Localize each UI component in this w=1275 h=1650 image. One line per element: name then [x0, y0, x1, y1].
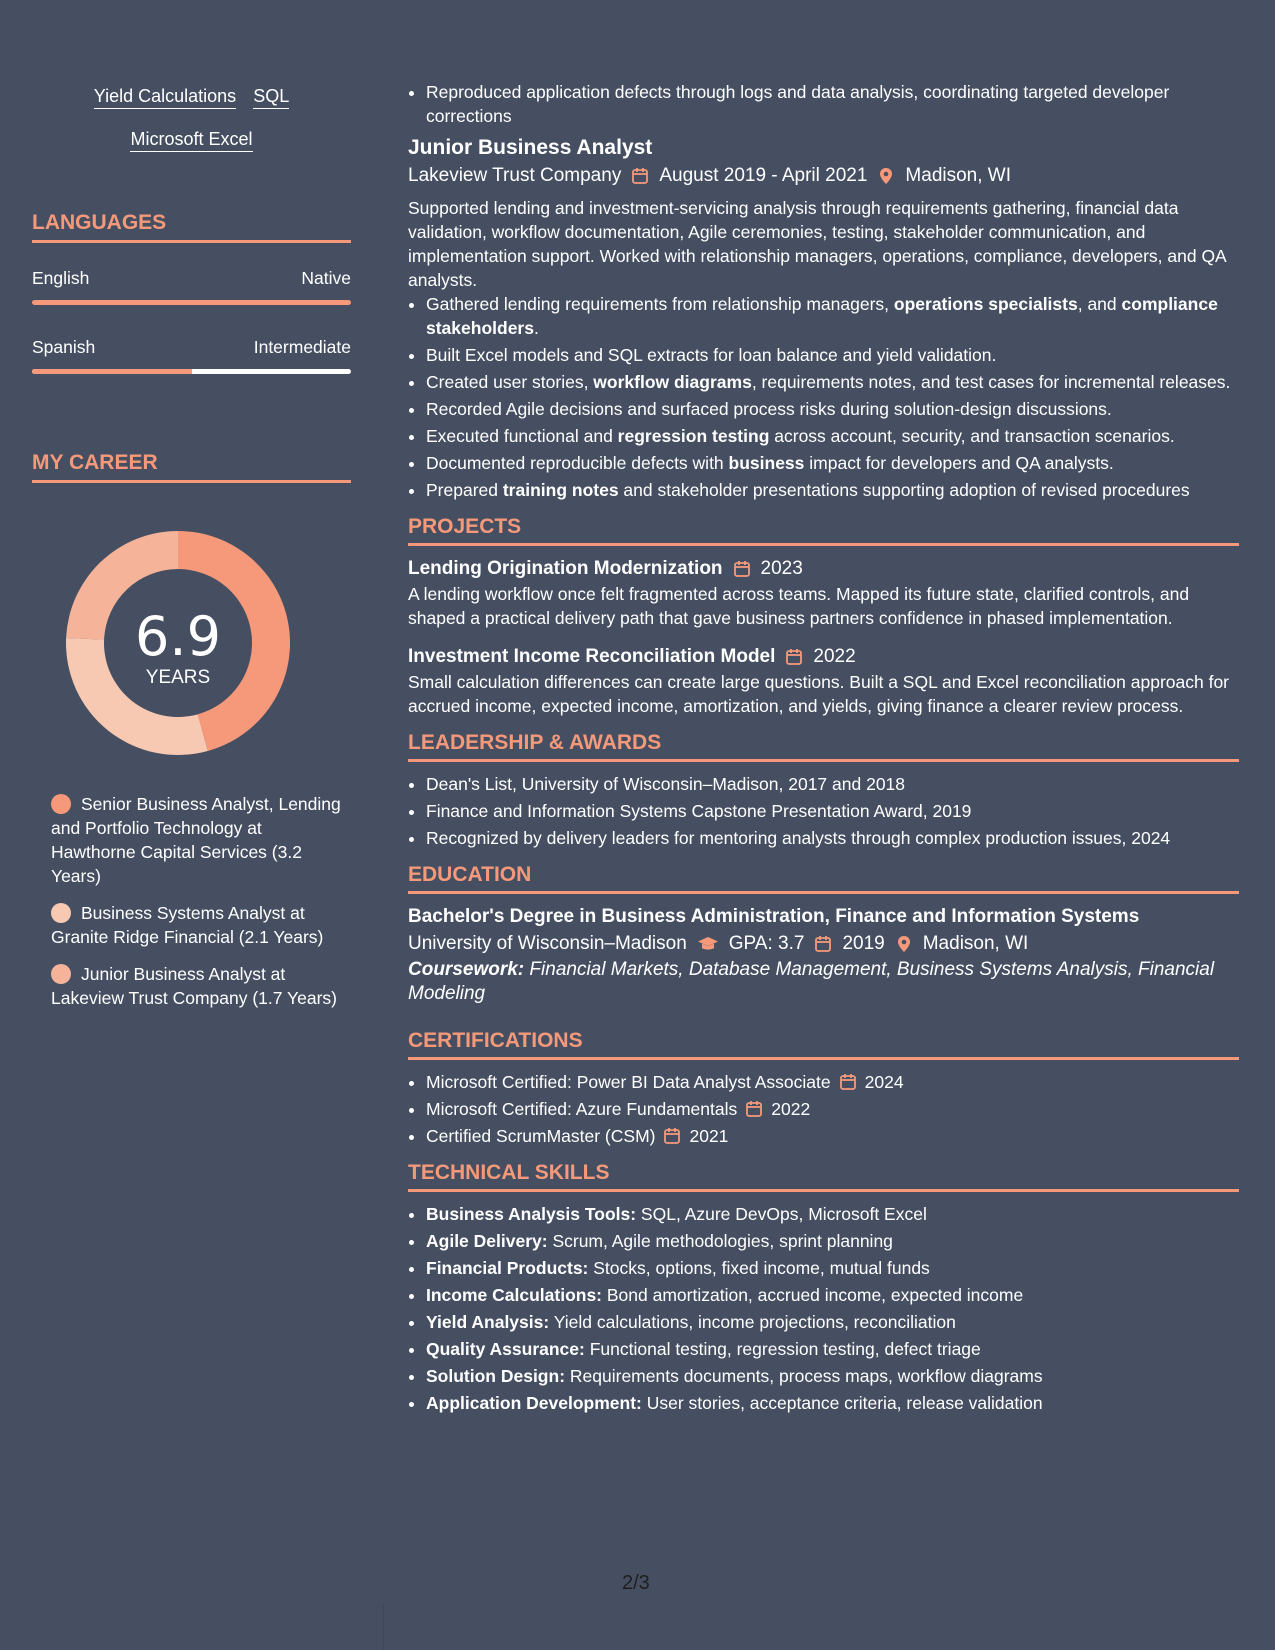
- bullet-text: .: [533, 318, 539, 338]
- language-item: [32, 337, 351, 374]
- skill-item: [426, 1256, 1239, 1280]
- calendar-icon: [631, 167, 649, 185]
- skill-category: Agile Delivery:: [426, 1231, 548, 1251]
- certification-item: [426, 1097, 1239, 1121]
- bullet-item: [426, 292, 1239, 340]
- certification-year: 2024: [864, 1072, 904, 1092]
- skill-category: Quality Assurance:: [426, 1339, 585, 1359]
- bullet-text: Executed functional and: [426, 426, 618, 446]
- language-bar: [32, 369, 351, 374]
- bullet-item: • Reproduced application defects through logs and data analysis, coordinating targeted developer corrections: [426, 80, 1239, 128]
- language-bar-fill: [32, 369, 192, 374]
- location-pin-icon: [877, 167, 895, 185]
- technical-skills-list: [408, 1202, 1239, 1415]
- skill-category: Yield Analysis:: [426, 1312, 550, 1332]
- language-name: Spanish: [32, 337, 96, 357]
- skill-tag[interactable]: Yield Calculations: [94, 86, 236, 109]
- bullet-text: Gathered lending requirements from relationship managers,: [426, 294, 894, 314]
- skill-category: Income Calculations:: [426, 1285, 603, 1305]
- column-divider: [383, 1605, 384, 1650]
- bullet-text: Built Excel models and SQL extracts for loan balance and yield validation.: [426, 345, 997, 365]
- project-description: Small calculation differences can create large questions. Built a SQL and Excel reconciliation approach for accrued income, expected income, amortization, and yields, giving finance a clearer review process.: [408, 672, 1230, 716]
- calendar-icon: [814, 935, 832, 953]
- career-legend-item: [51, 962, 341, 1010]
- calendar-icon: [839, 1073, 857, 1091]
- graduation-cap-icon: [697, 935, 719, 953]
- coursework-label: Coursework:: [408, 959, 525, 980]
- skill-item: [426, 1229, 1239, 1253]
- page-number: 2/3: [622, 1572, 650, 1594]
- language-bar-fill: [32, 300, 351, 305]
- bullet-text: Created user stories,: [426, 372, 594, 392]
- previous-job-bullets: [408, 80, 1239, 128]
- certification-name: • Microsoft Certified: Power BI Data Analyst Associate: [426, 1072, 831, 1092]
- career-heading: MY CAREER: [32, 451, 351, 483]
- certification-item: [426, 1124, 1239, 1148]
- job-dates: August 2019 - April 2021: [659, 165, 868, 186]
- bullet-text: across account, security, and transaction scenarios.: [769, 426, 1175, 446]
- education-meta: [408, 930, 1239, 958]
- career-total-years: 6.9: [135, 605, 221, 668]
- bullet-item: [426, 343, 1239, 367]
- skill-item: [426, 1283, 1239, 1307]
- calendar-icon: [785, 648, 803, 666]
- job-location: Madison, WI: [905, 165, 1012, 186]
- education-location: Madison, WI: [922, 933, 1029, 954]
- skill-values: Bond amortization, accrued income, expected income: [602, 1285, 1024, 1305]
- legend-dot-icon: [51, 964, 71, 984]
- career-legend-item: [51, 792, 341, 888]
- calendar-icon: [733, 560, 751, 578]
- skill-item: [426, 1391, 1239, 1415]
- leadership-list: [408, 772, 1239, 850]
- projects-heading: PROJECTS: [408, 514, 1239, 546]
- job-title: Junior Business Analyst: [408, 136, 653, 159]
- skill-values: Scrum, Agile methodologies, sprint planning: [547, 1231, 893, 1251]
- career-donut-chart: [66, 531, 290, 755]
- bullet-text: , requirements notes, and test cases for incremental releases.: [751, 372, 1231, 392]
- skill-tag[interactable]: Microsoft Excel: [130, 129, 252, 152]
- certifications-heading: CERTIFICATIONS: [408, 1028, 1239, 1060]
- skill-item: [426, 1202, 1239, 1226]
- certifications-list: [408, 1070, 1239, 1148]
- skill-tag[interactable]: SQL: [253, 86, 289, 109]
- certification-name: • Certified ScrumMaster (CSM): [426, 1126, 656, 1146]
- job-company: Lakeview Trust Company: [408, 165, 622, 186]
- language-bar: [32, 300, 351, 305]
- leadership-item: • Dean's List, University of Wisconsin–Madison, 2017 and 2018: [426, 772, 1239, 796]
- skill-values: User stories, acceptance criteria, release validation: [641, 1393, 1043, 1413]
- project-entry: [408, 644, 1239, 718]
- skill-category: Business Analysis Tools:: [426, 1204, 637, 1224]
- project-entry: [408, 556, 1239, 630]
- certification-name: • Microsoft Certified: Azure Fundamentals: [426, 1099, 738, 1119]
- bullet-emphasis: regression testing: [617, 426, 770, 446]
- calendar-icon: [745, 1100, 763, 1118]
- bullet-item: [426, 424, 1239, 448]
- career-legend-item: [51, 901, 341, 949]
- bullet-text: Recorded Agile decisions and surfaced process risks during solution-design discussions.: [426, 399, 1112, 419]
- bullet-emphasis: operations specialists: [893, 294, 1078, 314]
- certification-item: [426, 1070, 1239, 1094]
- skill-tags: [32, 86, 351, 172]
- education-entry: [408, 904, 1239, 1006]
- project-year: 2023: [760, 558, 803, 579]
- career-legend-label: Business Systems Analyst at Granite Ridge Financial (2.1 Years): [51, 903, 324, 947]
- project-title-row: [408, 644, 1239, 670]
- technical-skills-heading: TECHNICAL SKILLS: [408, 1160, 1239, 1192]
- project-title: Investment Income Reconciliation Model: [408, 646, 776, 667]
- language-item: [32, 268, 351, 305]
- bullet-item: [426, 397, 1239, 421]
- skill-values: SQL, Azure DevOps, Microsoft Excel: [636, 1204, 927, 1224]
- skill-values: Stocks, options, fixed income, mutual funds: [588, 1258, 930, 1278]
- location-pin-icon: [895, 935, 913, 953]
- main-content: [408, 0, 1239, 1418]
- coursework: [408, 958, 1239, 1006]
- job-summary: Supported lending and investment-servicing analysis through requirements gathering, financial data validation, workflow documentation, Agile ceremonies, testing, stakeholder communication, and implementation support. Worked with relationship managers, operations, compliance, developers, and QA analysts.: [408, 198, 1226, 290]
- skill-item: [426, 1310, 1239, 1334]
- leadership-item: • Recognized by delivery leaders for mentoring analysts through complex production issues, 2024: [426, 826, 1239, 850]
- project-title-row: [408, 556, 1239, 582]
- bullet-text: Prepared: [426, 480, 503, 500]
- bullet-item: [426, 478, 1239, 502]
- school-name: University of Wisconsin–Madison: [408, 933, 687, 954]
- skill-category: Application Development:: [426, 1393, 642, 1413]
- bullet-item: [426, 370, 1239, 394]
- career-legend: [51, 792, 341, 1023]
- leadership-item: • Finance and Information Systems Capstone Presentation Award, 2019: [426, 799, 1239, 823]
- project-description: A lending workflow once felt fragmented across teams. Mapped its future state, clarified controls, and shaped a practical delivery path that gave business partners confidence in phased implementation.: [408, 584, 1190, 628]
- job-meta: [408, 162, 1239, 190]
- project-title: Lending Origination Modernization: [408, 558, 723, 579]
- bullet-item: [426, 451, 1239, 475]
- bullet-emphasis: compliance stakeholders: [426, 294, 1218, 338]
- bullet-emphasis: workflow diagrams: [593, 372, 752, 392]
- leadership-heading: LEADERSHIP & AWARDS: [408, 730, 1239, 762]
- skill-values: Yield calculations, income projections, reconciliation: [549, 1312, 956, 1332]
- graduation-year: 2019: [842, 933, 885, 954]
- career-unit: YEARS: [145, 667, 211, 688]
- language-level: Native: [301, 268, 351, 288]
- skill-category: Solution Design:: [426, 1366, 566, 1386]
- bullet-text: Documented reproducible defects with: [426, 453, 729, 473]
- bullet-text: impact for developers and QA analysts.: [804, 453, 1114, 473]
- career-legend-label: Junior Business Analyst at Lakeview Trust Company (1.7 Years): [51, 964, 337, 1008]
- education-heading: EDUCATION: [408, 862, 1239, 894]
- language-level: Intermediate: [253, 337, 351, 357]
- skill-item: [426, 1337, 1239, 1361]
- degree-title: Bachelor's Degree in Business Administration, Finance and Information Systems: [408, 906, 1140, 927]
- project-year: 2022: [813, 646, 856, 667]
- job-entry: [408, 134, 1239, 502]
- legend-dot-icon: [51, 903, 71, 923]
- coursework-list: Financial Markets, Database Management, Business Systems Analysis, Financial Modeling: [408, 959, 1215, 1004]
- certification-year: 2022: [771, 1099, 811, 1119]
- languages-heading: LANGUAGES: [32, 211, 351, 243]
- bullet-text: , and: [1077, 294, 1122, 314]
- gpa: GPA: 3.7: [728, 933, 805, 954]
- job-bullets: [408, 292, 1239, 502]
- calendar-icon: [663, 1127, 681, 1145]
- skill-item: [426, 1364, 1239, 1388]
- bullet-emphasis: training notes: [502, 480, 619, 500]
- certification-year: 2021: [689, 1126, 729, 1146]
- bullet-text: and stakeholder presentations supporting adoption of revised procedures: [618, 480, 1190, 500]
- skill-values: Functional testing, regression testing, defect triage: [584, 1339, 981, 1359]
- bullet-emphasis: business: [728, 453, 805, 473]
- language-name: English: [32, 268, 90, 288]
- career-legend-label: Senior Business Analyst, Lending and Portfolio Technology at Hawthorne Capital Services (3.2 Years): [51, 794, 341, 886]
- skill-category: Financial Products:: [426, 1258, 589, 1278]
- legend-dot-icon: [51, 794, 71, 814]
- skill-values: Requirements documents, process maps, workflow diagrams: [565, 1366, 1043, 1386]
